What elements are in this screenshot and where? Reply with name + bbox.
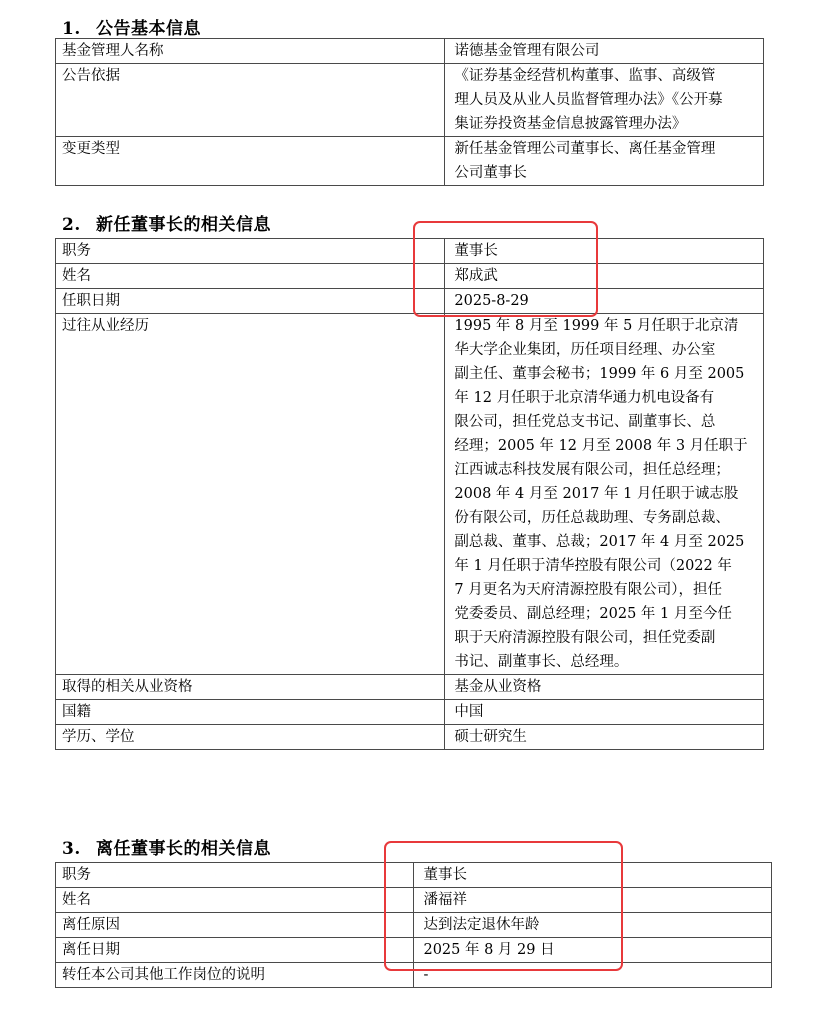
table-row: [56, 239, 764, 264]
row-value-text: 硕士研究生: [454, 729, 527, 745]
row-value-text: 《证券基金经营机构董事、监事、高级管 理人员及从业人员监督管理办法》《公开募 集证券投资基金信息披露管理办法》: [454, 68, 723, 132]
section-1-number: 1.: [62, 19, 81, 39]
row-value: [445, 137, 764, 186]
table-row: [56, 64, 764, 137]
row-value-text: 郑成武: [454, 268, 498, 284]
row-value-text: 1995 年 8 月至 1999 年 5 月任职于北京清 华大学企业集团，历任项目经理、办公室 副主任、董事会秘书；1999 年 6 月至 2005 年 12 月任职于北京清华通力机电设备有 限公司，担任党总支书记、副董事长、总 经理；2005 年 12 月至 2008 年 3 月任职于 江西诚志科技发展有限公司，担任总经理； 2008 年 4 月至 2017 年 1 月任职于诚志股 份有限公司，历任总裁助理、专务副总裁、 副总裁、董事、总裁；2017 年 4 月至 2025 年 1 月任职于清华控股有限公司（2022 年 7 月更名为天府清源控股有限公司），担任 党委委员、副总经理；2025 年 1 月至今任 职于天府清源控股有限公司，担任党委副 书记、副董事长、总经理。: [454, 318, 748, 670]
section-3-number: 3.: [62, 839, 81, 859]
section-3-title: [62, 834, 271, 859]
row-label: 变更类型: [56, 137, 445, 186]
table-row: [56, 289, 764, 314]
table-row: [56, 863, 772, 888]
row-value-text: 2025 年 8 月 29 日: [423, 942, 555, 958]
row-value-text: -: [423, 967, 429, 983]
row-value: [445, 289, 764, 314]
row-value: [445, 239, 764, 264]
row-label: 过往从业经历: [56, 314, 445, 675]
row-label: 任职日期: [56, 289, 445, 314]
row-label: 学历、学位: [56, 725, 445, 750]
row-label: 取得的相关从业资格: [56, 675, 445, 700]
row-label: 离任原因: [56, 913, 414, 938]
row-value: [445, 314, 764, 675]
table-row: [56, 725, 764, 750]
section-1-heading: 公告基本信息: [96, 19, 201, 39]
row-value: [414, 863, 772, 888]
row-value-text: 中国: [454, 704, 484, 720]
row-value: [414, 963, 772, 988]
section-2-number: 2.: [62, 215, 81, 235]
row-value: [414, 888, 772, 913]
row-value-text: 新任基金管理公司董事长、离任基金管理 公司董事长: [454, 141, 716, 181]
table-row: [56, 913, 772, 938]
row-label: 国籍: [56, 700, 445, 725]
section-1-title: [62, 14, 201, 39]
row-value: [445, 39, 764, 64]
row-label: 基金管理人名称: [56, 39, 445, 64]
row-value: [445, 725, 764, 750]
row-label: 转任本公司其他工作岗位的说明: [56, 963, 414, 988]
basic-info-table: [55, 38, 764, 186]
row-value-text: 潘福祥: [423, 892, 467, 908]
table-row: [56, 700, 764, 725]
row-value-text: 董事长: [454, 243, 498, 259]
table-row: [56, 963, 772, 988]
row-label: 姓名: [56, 264, 445, 289]
row-value: [414, 938, 772, 963]
section-3-heading: 离任董事长的相关信息: [96, 839, 271, 859]
section-2-heading: 新任董事长的相关信息: [96, 215, 271, 235]
row-label: 姓名: [56, 888, 414, 913]
row-value-text: 达到法定退休年龄: [423, 917, 540, 933]
table-row: [56, 888, 772, 913]
row-value: [445, 64, 764, 137]
table-row: [56, 938, 772, 963]
row-value: [445, 700, 764, 725]
row-value: [414, 913, 772, 938]
table-row: [56, 137, 764, 186]
new-chairman-table: [55, 238, 764, 750]
row-value: [445, 675, 764, 700]
row-value-text: 2025-8-29: [454, 293, 529, 309]
row-value-text: 董事长: [423, 867, 467, 883]
row-value-text: 诺德基金管理有限公司: [454, 43, 600, 59]
table-row: [56, 675, 764, 700]
table-row: [56, 264, 764, 289]
row-value: [445, 264, 764, 289]
row-label: 职务: [56, 239, 445, 264]
row-label: 离任日期: [56, 938, 414, 963]
row-label: 职务: [56, 863, 414, 888]
row-label: 公告依据: [56, 64, 445, 137]
table-row: [56, 314, 764, 675]
section-2-title: [62, 210, 271, 235]
row-value-text: 基金从业资格: [454, 679, 542, 695]
table-row: [56, 39, 764, 64]
former-chairman-table: [55, 862, 772, 988]
